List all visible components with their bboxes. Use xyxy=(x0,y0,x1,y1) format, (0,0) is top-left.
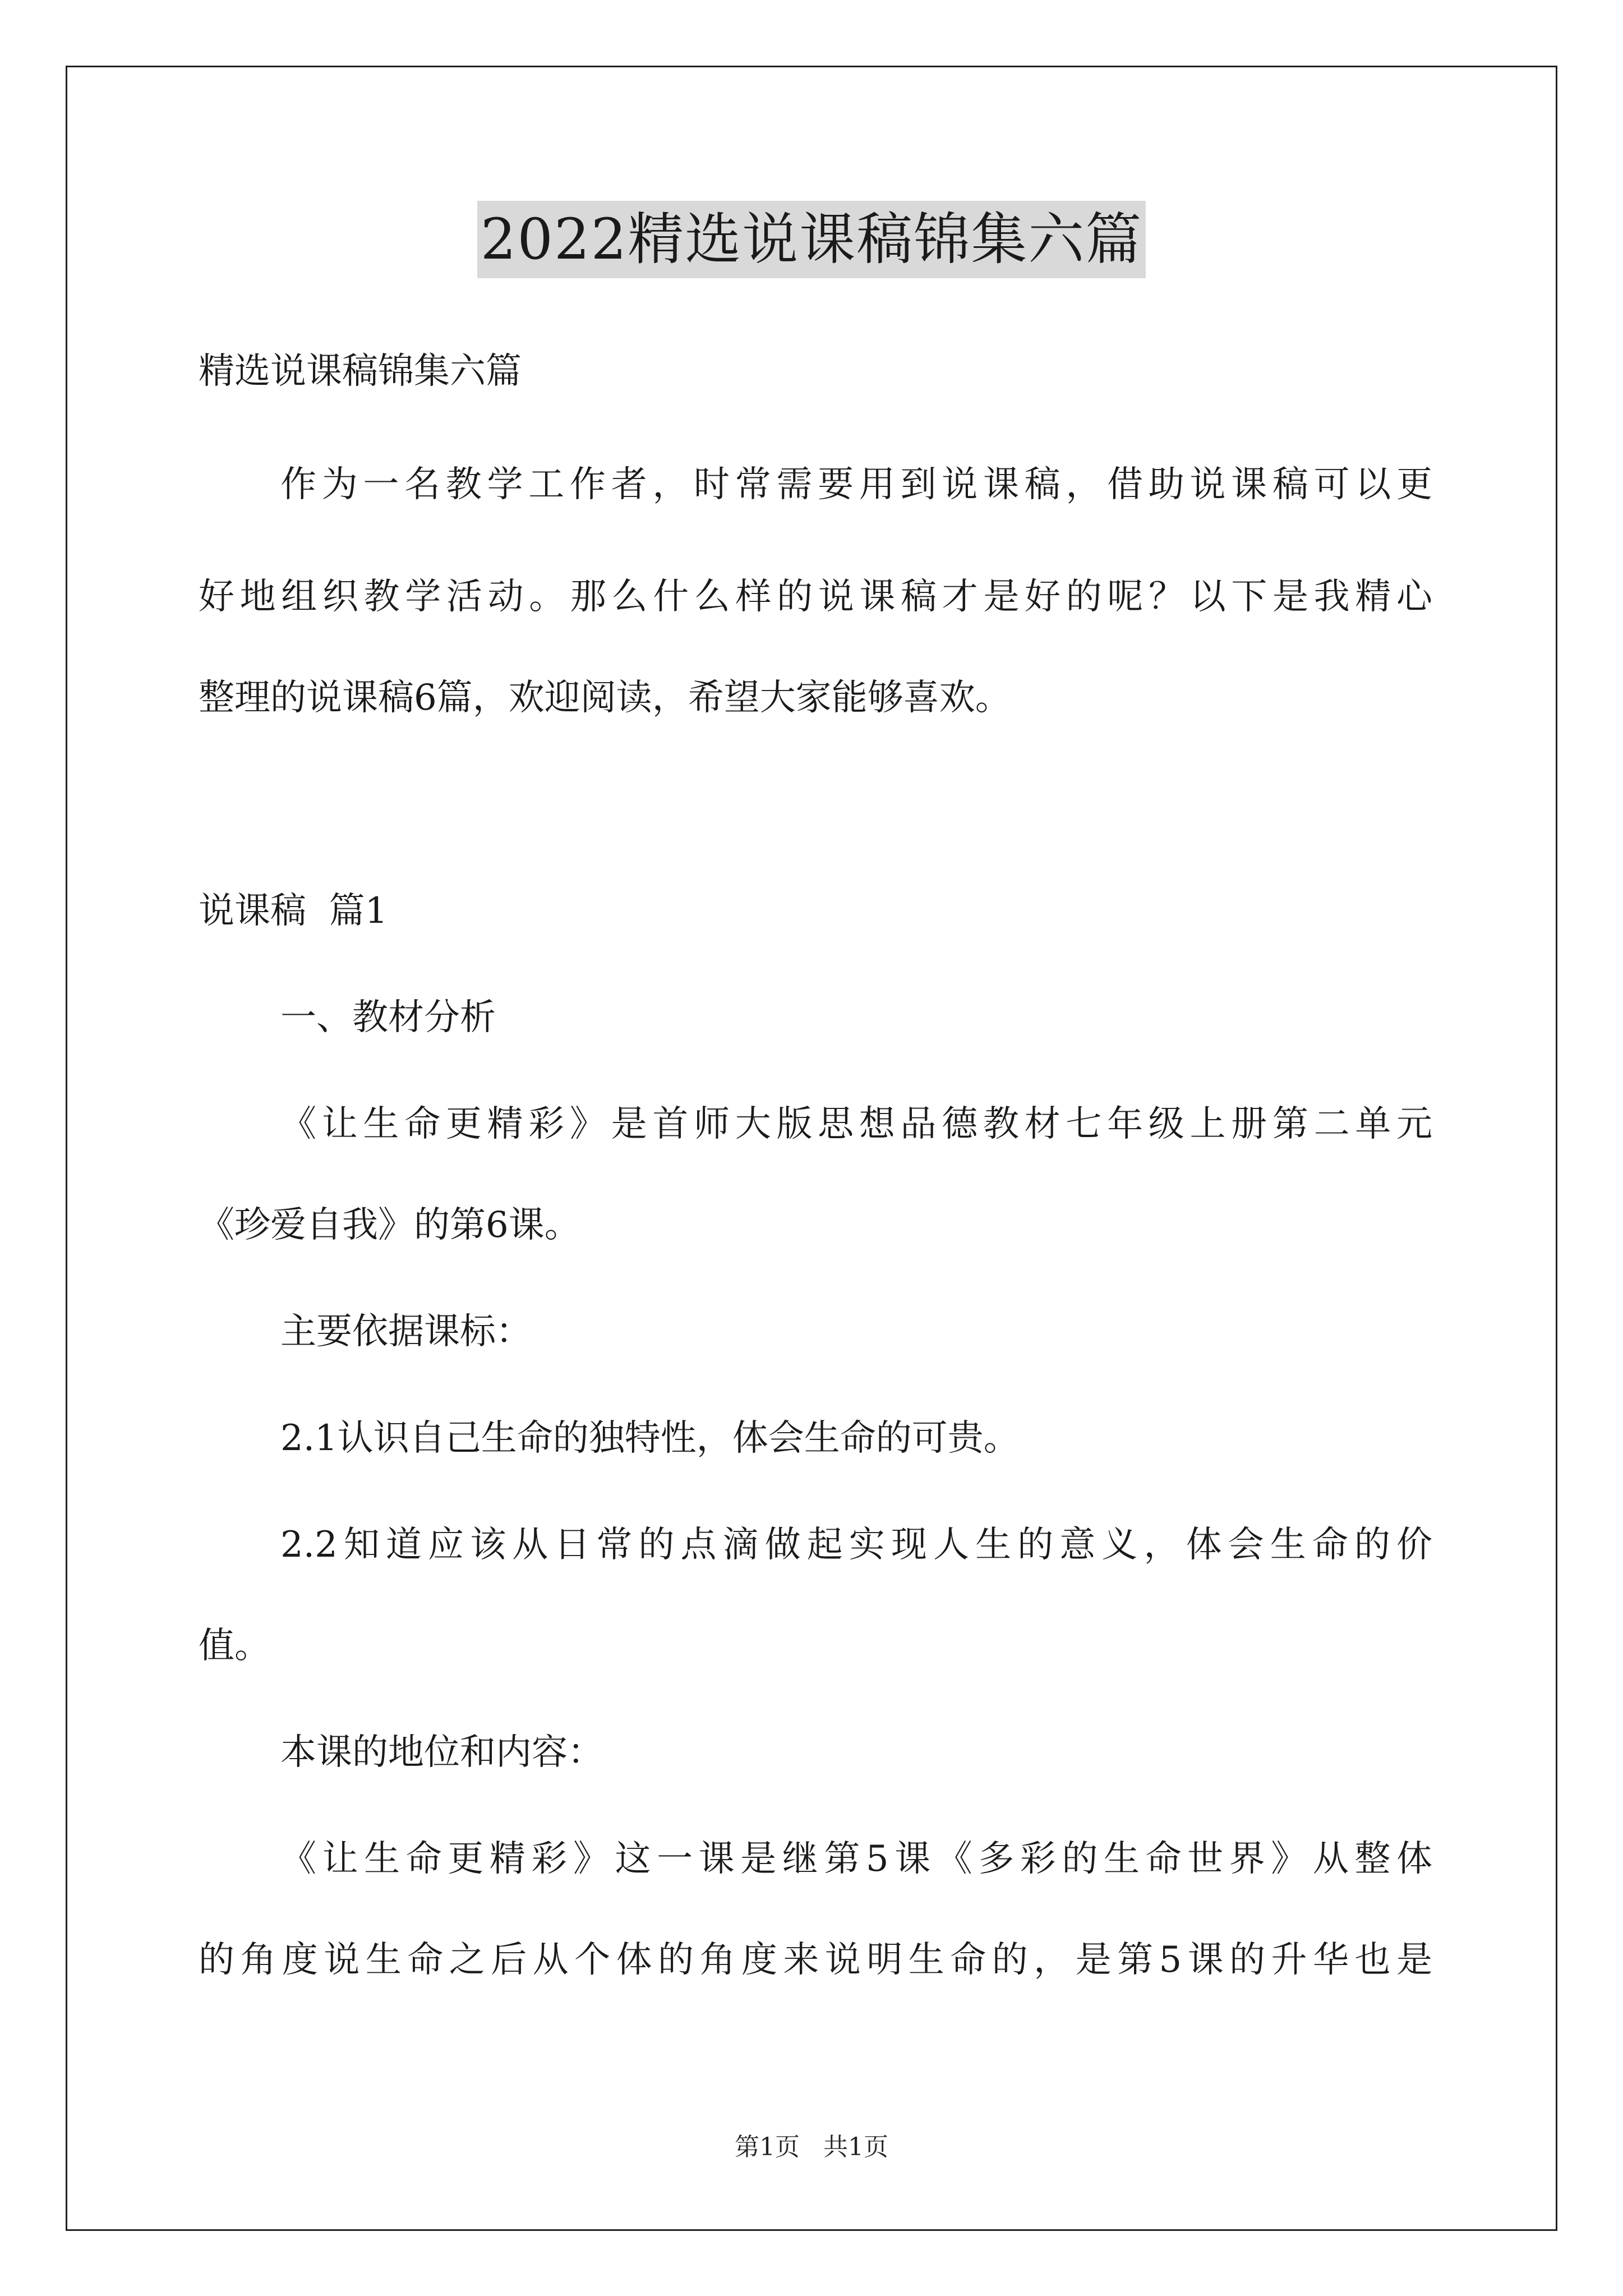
textbook-line-1: 《让生命更精彩》是首师大版思想品德教材七年级上册第二单元 xyxy=(280,1103,1432,1145)
standard-item-1: 2.1认识自己生命的独特性，体会生命的可贵。 xyxy=(280,1418,1020,1459)
standard-item-2-line-1: 2.2知道应该从日常的点滴做起实现人生的意义，体会生命的价 xyxy=(280,1524,1432,1566)
position-heading: 本课的地位和内容： xyxy=(280,1732,603,1773)
page-footer xyxy=(0,2133,1623,2161)
document-title xyxy=(0,201,1623,278)
page-number: 第1页 共1页 xyxy=(735,2133,888,2161)
position-line-2: 的角度说生命之后从个体的角度来说明生命的，是第5课的升华也是 xyxy=(199,1939,1432,1981)
part-heading: 一、教材分析 xyxy=(280,997,496,1038)
textbook-line-2: 《珍爱自我》的第6课。 xyxy=(199,1204,580,1246)
standards-heading: 主要依据课标： xyxy=(280,1311,532,1352)
section-heading: 说课稿 篇1 xyxy=(199,890,388,932)
position-line-1: 《让生命更精彩》这一课是继第5课《多彩的生命世界》从整体 xyxy=(280,1838,1432,1880)
standard-item-2-line-2: 值。 xyxy=(199,1625,270,1667)
document-subtitle: 精选说课稿锦集六篇 xyxy=(199,351,522,392)
document-title-text: 2022精选说课稿锦集六篇 xyxy=(477,201,1146,278)
intro-line-1: 作为一名教学工作者，时常需要用到说课稿，借助说课稿可以更 xyxy=(280,464,1432,505)
intro-line-3: 整理的说课稿6篇，欢迎阅读，希望大家能够喜欢。 xyxy=(199,677,1011,719)
intro-line-2: 好地组织教学活动。那么什么样的说课稿才是好的呢？以下是我精心 xyxy=(199,576,1432,618)
